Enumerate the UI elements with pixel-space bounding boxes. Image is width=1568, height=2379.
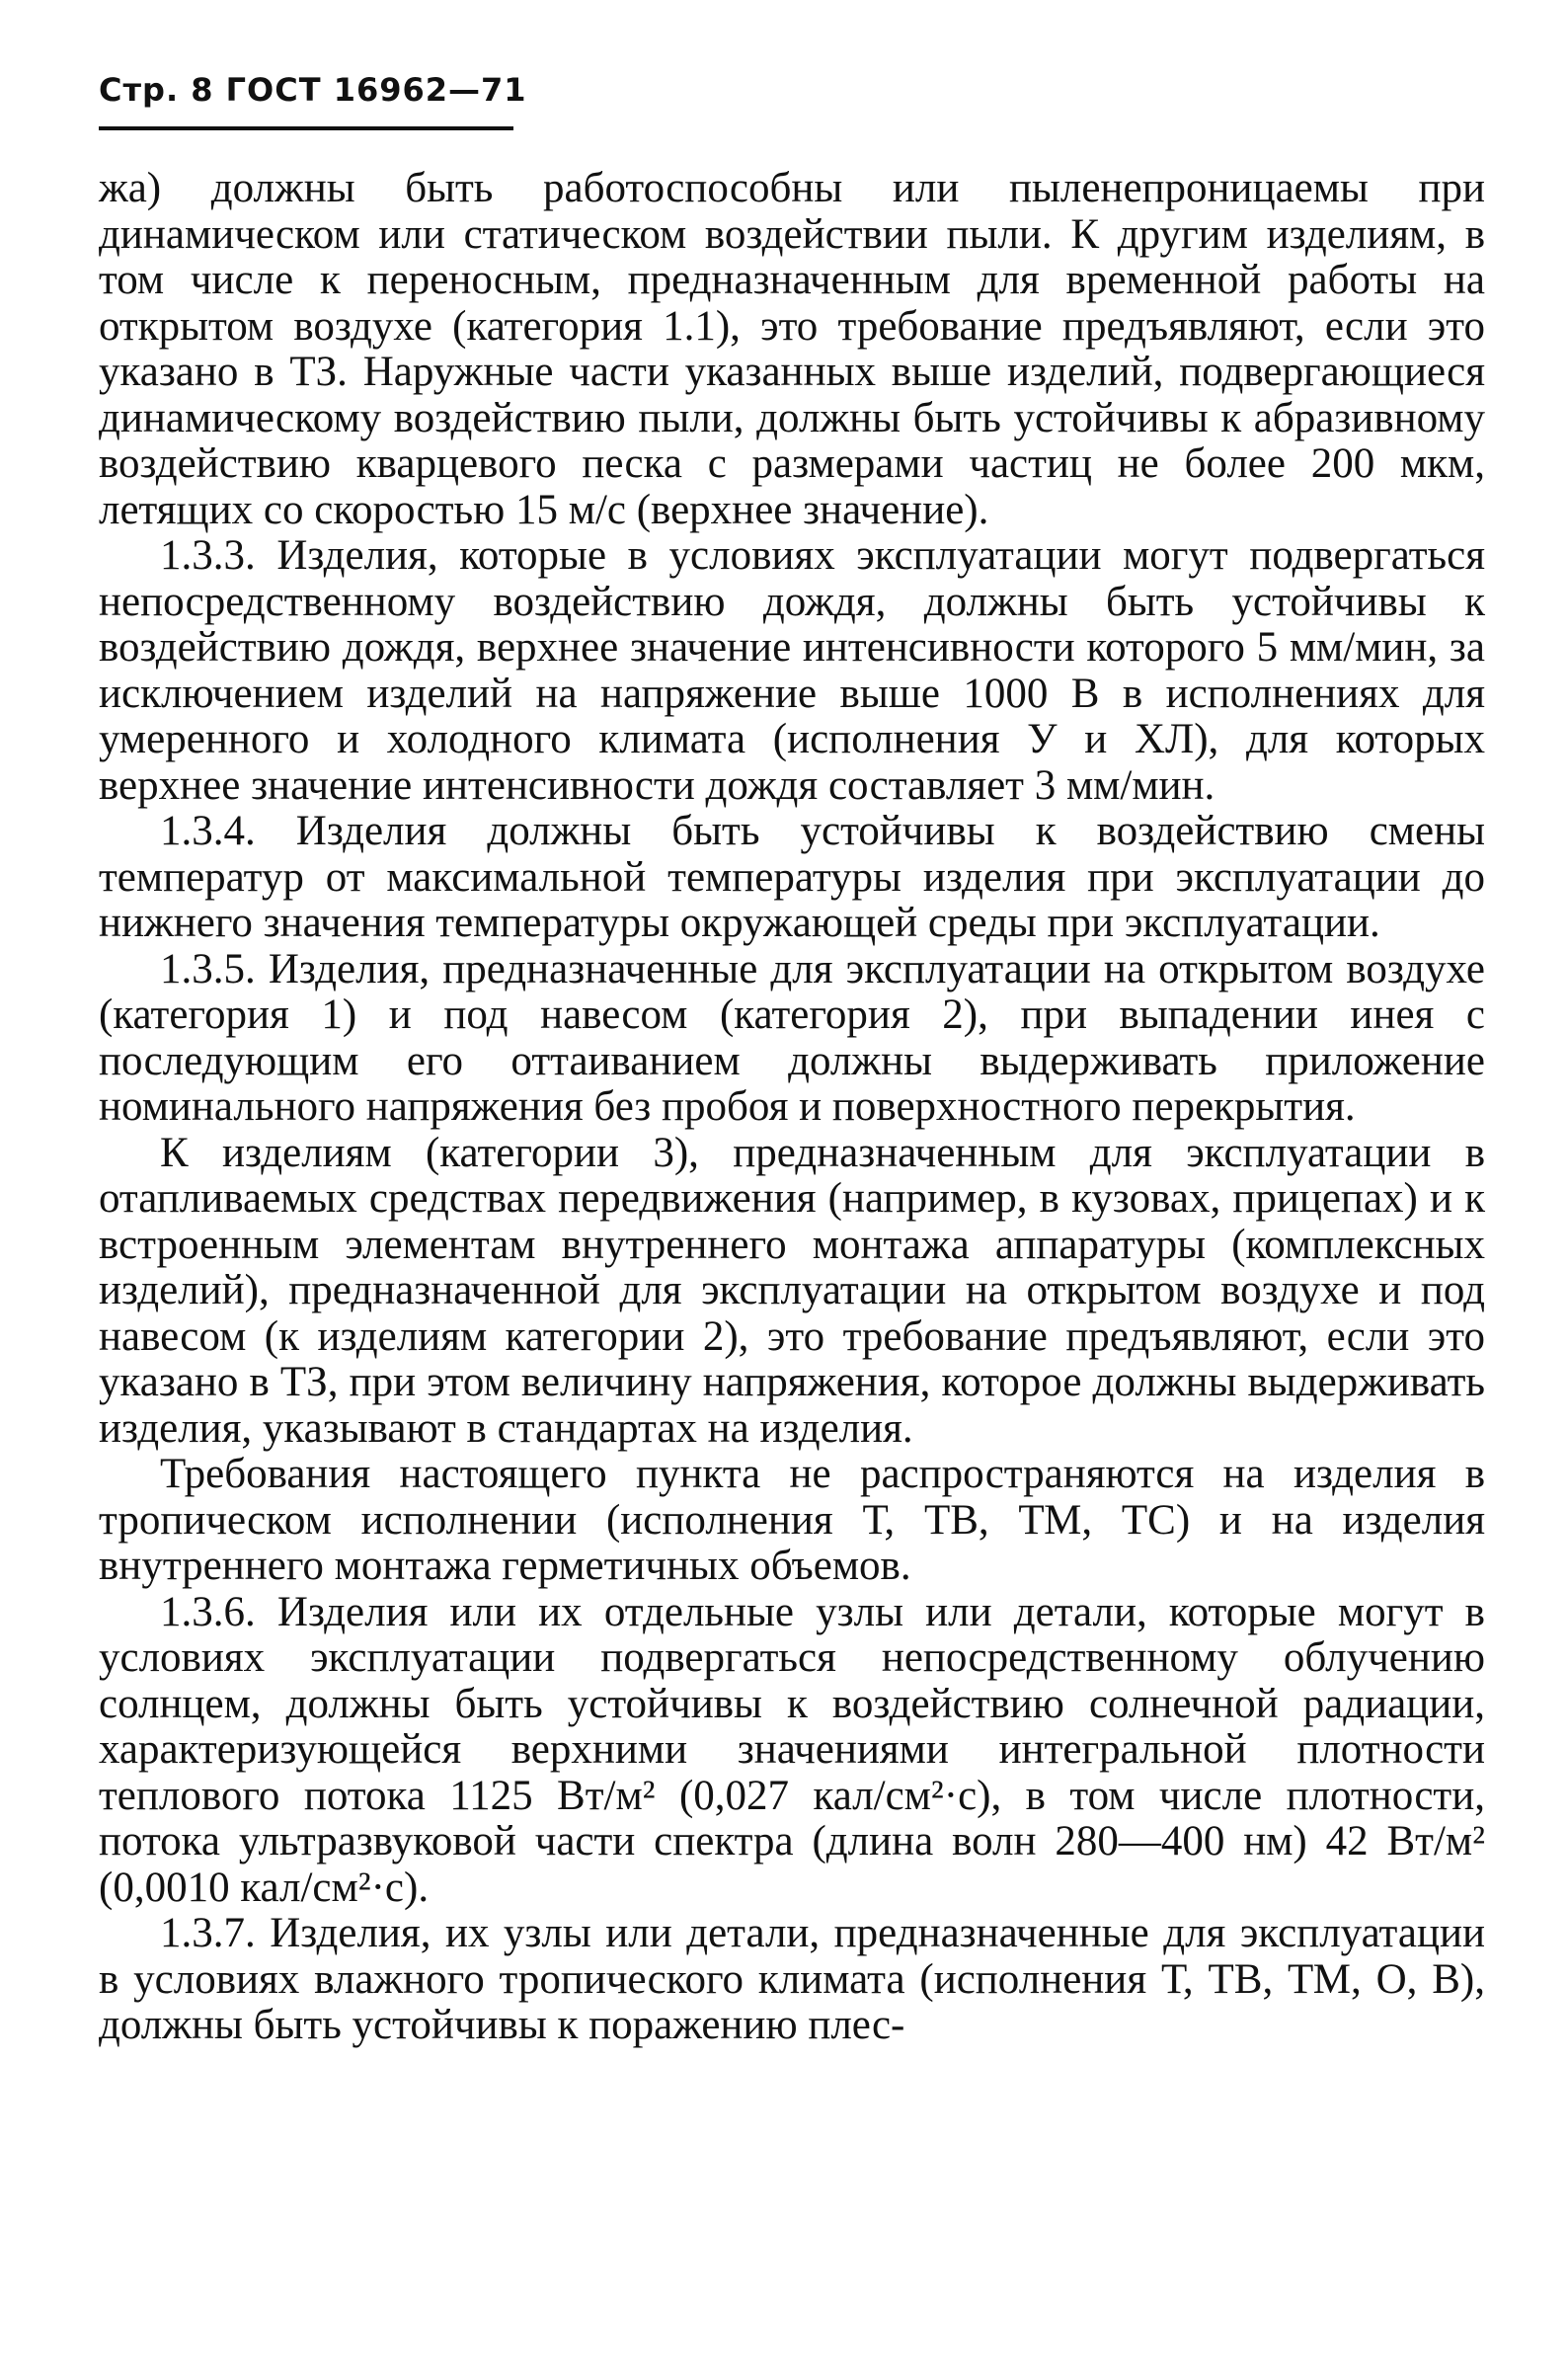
paragraph-exceptions: Требования настоящего пункта не распространяются на изделия в тропическом исполнении (исполнения Т, ТВ, ТМ, ТС) и на изделия внутреннего монтажа герметичных объемов. [99, 1451, 1485, 1589]
page-header: Стр. 8 ГОСТ 16962—71 [99, 71, 527, 109]
paragraph-1-3-5: 1.3.5. Изделия, предназначенные для эксплуатации на открытом воздухе (категория 1) и под навесом (категория 2), при выпадении инея с последующим его оттаиванием должны выдерживать приложение номинального напряжения без пробоя и поверхностного перекрытия. [99, 945, 1485, 1130]
paragraph-continuation: жа) должны быть работоспособны или пыленепроницаемы при динамическом или статическом воздействии пыли. К другим изделиям, в том числе к переносным, предназначенным для временной работы на открытом воздухе (категория 1.1), это требование предъявляют, если это указано в ТЗ. Наружные части указанных выше изделий, подвергающиеся динамическому воздействию пыли, должны быть устойчивы к абразивному воздействию кварцевого песка с размерами частиц не более 200 мкм, летящих со скоростью 15 м/с (верхнее значение). [99, 165, 1485, 533]
paragraph-category-3: К изделиям (категории 3), предназначенным для эксплуатации в отапливаемых средствах передвижения (например, в кузовах, прицепах) и к встроенным элементам внутреннего монтажа аппаратуры (комплексных изделий), предназначенной для эксплуатации на открытом воздухе и под навесом (к изделиям категории 2), это требование предъявляют, если это указано в ТЗ, при этом величину напряжения, которое должны выдерживать изделия, указывают в стандартах на изделия. [99, 1129, 1485, 1452]
paragraph-1-3-7: 1.3.7. Изделия, их узлы или детали, предназначенные для эксплуатации в условиях влажного тропического климата (исполнения Т, ТВ, ТМ, О, В), должны быть устойчивы к поражению плес- [99, 1910, 1485, 2048]
paragraph-1-3-4: 1.3.4. Изделия должны быть устойчивы к воздействию смены температур от максимальной температуры изделия при эксплуатации до нижнего значения температуры окружающей среды при эксплуатации. [99, 808, 1485, 946]
header-rule [99, 126, 513, 130]
paragraph-1-3-6: 1.3.6. Изделия или их отдельные узлы или детали, которые могут в условиях эксплуатации подвергаться непосредственному облучению солнцем, должны быть устойчивы к воздействию солнечной радиации, характеризующейся верхними значениями интегральной плотности теплового потока 1125 Вт/м² (0,027 кал/см²·с), в том числе плотности, потока ультразвуковой части спектра (длина волн 280—400 нм) 42 Вт/м² (0,0010 кал/см²·с). [99, 1588, 1485, 1911]
document-body [99, 166, 1485, 2049]
paragraph-1-3-3: 1.3.3. Изделия, которые в условиях эксплуатации могут подвергаться непосредственному воздействию дождя, должны быть устойчивы к воздействию дождя, верхнее значение интенсивности которого 5 мм/мин, за исключением изделий на напряжение выше 1000 В в исполнениях для умеренного и холодного климата (исполнения У и ХЛ), для которых верхнее значение интенсивности дождя составляет 3 мм/мин. [99, 532, 1485, 809]
